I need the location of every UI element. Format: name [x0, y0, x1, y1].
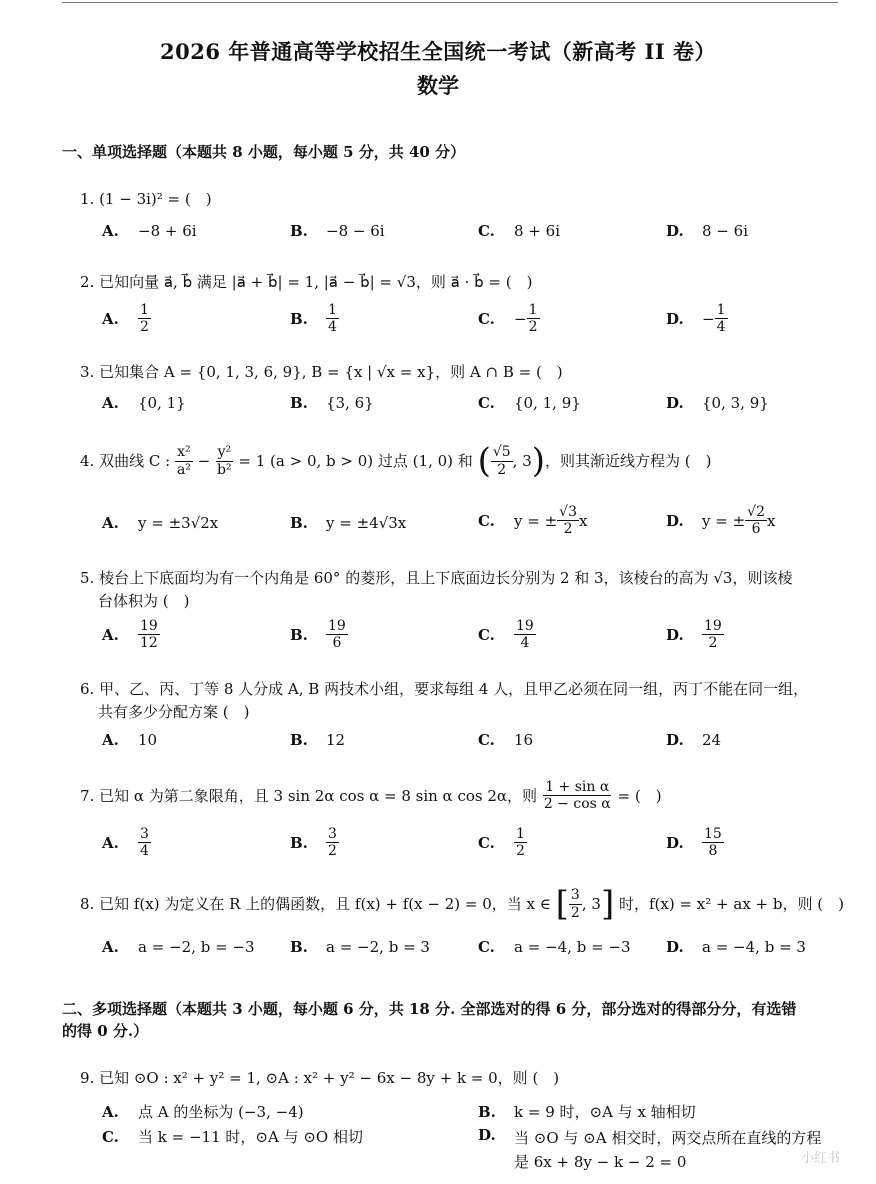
q9-option-a[interactable]: A. 点 A 的坐标为 (−3, −4): [102, 1102, 304, 1121]
q1-stem: 1. (1 − 3i)² = ( ): [80, 190, 212, 208]
q9-option-c[interactable]: C. 当 k = −11 时，⊙A 与 ⊙O 相切: [102, 1127, 363, 1146]
subject-title: 数学: [417, 73, 459, 98]
q6-stem-line1: 6. 甲、乙、丙、丁等 8 人分成 A, B 两技术小组，要求每组 4 人，且甲乙必须在同一组，丙丁不能在同一组，: [80, 680, 809, 698]
q3-option-c[interactable]: C. {0, 1, 9}: [478, 394, 581, 412]
q8-option-b[interactable]: B. a = −2, b = 3: [290, 938, 430, 956]
q8-stem: 8. 已知 f(x) 为定义在 R 上的偶函数，且 f(x) + f(x − 2) = 0，当 x ∈ [ $\frac{3}{2}$ , 3 ] 时，f(x) = x² + ax + b，则 ( ): [80, 884, 844, 924]
q4-option-b[interactable]: B. y = ±4√3x: [290, 514, 407, 532]
q1-option-c[interactable]: C. 8 + 6i: [478, 222, 560, 240]
q3-option-b[interactable]: B. {3, 6}: [290, 394, 374, 412]
q7-option-b[interactable]: B. $\frac{3}{2}$: [290, 826, 337, 860]
section-1-heading: 一、单项选择题（本题共 8 小题，每小题 5 分，共 40 分）: [62, 143, 466, 161]
exam-title: 2026 年普通高等学校招生全国统一考试（新高考 II 卷）: [159, 39, 717, 64]
q6-option-d[interactable]: D. 24: [666, 731, 722, 749]
q6-option-c[interactable]: C. 16: [478, 731, 534, 749]
q4-stem: 4. 双曲线 C : $\frac{\text{x²}}{\text{a²}}$ − $\frac{\text{y²}}{\text{b²}}$ = 1 (a > 0, b > 0) 过点 (1, 0) 和 ( $\frac{√5}{2}$ , 3 ) ，则其渐近线方程为 ( ): [80, 441, 712, 481]
q6-stem-line2: 共有多少分配方案 ( ): [98, 703, 250, 721]
q1-option-b[interactable]: B. −8 − 6i: [290, 222, 385, 240]
q2-stem: 2. 已知向量 a⃗, b⃗ 满足 |a⃗ + b⃗| = 1, |a⃗ − b⃗| = √3，则 a⃗ · b⃗ = ( ): [80, 273, 533, 291]
q4-option-c[interactable]: C. y = ± $\frac{√3}{2}$ x: [478, 504, 588, 538]
q4-option-d[interactable]: D. y = ± $\frac{√2}{6}$ x: [666, 504, 776, 538]
q1-option-d[interactable]: D. 8 − 6i: [666, 222, 748, 240]
q5-option-c[interactable]: C. $\frac{19}{4}$: [478, 618, 534, 652]
q7-option-a[interactable]: A. $\frac{3}{4}$: [102, 826, 149, 860]
q5-option-a[interactable]: A. $\frac{19}{12}$: [102, 618, 158, 652]
q6-option-a[interactable]: A. 10: [102, 731, 158, 749]
q9-option-b[interactable]: B. k = 9 时，⊙A 与 x 轴相切: [478, 1102, 696, 1121]
q5-option-b[interactable]: B. $\frac{19}{6}$: [290, 618, 346, 652]
watermark: 小红书: [800, 1151, 840, 1166]
top-rule: [62, 2, 838, 3]
section-2-heading-line2: 的得 0 分.）: [62, 1022, 149, 1040]
q3-stem: 3. 已知集合 A = {0, 1, 3, 6, 9}, B = {x | √x = x}，则 A ∩ B = ( ): [80, 363, 563, 381]
q7-option-d[interactable]: D. $\frac{15}{8}$: [666, 826, 722, 860]
q8-option-c[interactable]: C. a = −4, b = −3: [478, 938, 631, 956]
q7-stem: 7. 已知 α 为第二象限角，且 3 sin 2α cos α = 8 sin α cos 2α，则 $\frac{\text{1 + sin α}}{\text{2 − cos α}}$ = ( ): [80, 779, 662, 813]
q7-option-c[interactable]: C. $\frac{1}{2}$: [478, 826, 525, 860]
q2-option-d[interactable]: D. − $\frac{1}{4}$: [666, 302, 726, 336]
q5-stem-line2: 台体积为 ( ): [98, 592, 190, 610]
q2-option-c[interactable]: C. − $\frac{1}{2}$: [478, 302, 538, 336]
q9-option-d[interactable]: D. 当 ⊙O 与 ⊙A 相交时，两交点所在直线的方程 是 6x + 8y − k − 2 = 0: [478, 1126, 822, 1171]
q3-option-d[interactable]: D. {0, 3, 9}: [666, 394, 769, 412]
q1-option-a[interactable]: A. −8 + 6i: [102, 222, 197, 240]
q6-option-b[interactable]: B. 12: [290, 731, 346, 749]
q3-option-a[interactable]: A. {0, 1}: [102, 394, 186, 412]
q2-option-a[interactable]: A. $\frac{1}{2}$: [102, 302, 149, 336]
q5-stem-line1: 5. 棱台上下底面均为有一个内角是 60° 的菱形，且上下底面边长分别为 2 和 3，该棱台的高为 √3，则该棱: [80, 569, 793, 587]
q5-option-d[interactable]: D. $\frac{19}{2}$: [666, 618, 722, 652]
q8-option-d[interactable]: D. a = −4, b = 3: [666, 938, 806, 956]
q2-option-b[interactable]: B. $\frac{1}{4}$: [290, 302, 337, 336]
q4-option-a[interactable]: A. y = ±3√2x: [102, 514, 219, 532]
q8-option-a[interactable]: A. a = −2, b = −3: [102, 938, 255, 956]
section-2-heading-line1: 二、多项选择题（本题共 3 小题，每小题 6 分，共 18 分. 全部选对的得 6 分，部分选对的得部分分，有选错: [62, 1000, 797, 1018]
q9-stem: 9. 已知 ⊙O : x² + y² = 1, ⊙A : x² + y² − 6x − 8y + k = 0，则 ( ): [80, 1069, 560, 1087]
